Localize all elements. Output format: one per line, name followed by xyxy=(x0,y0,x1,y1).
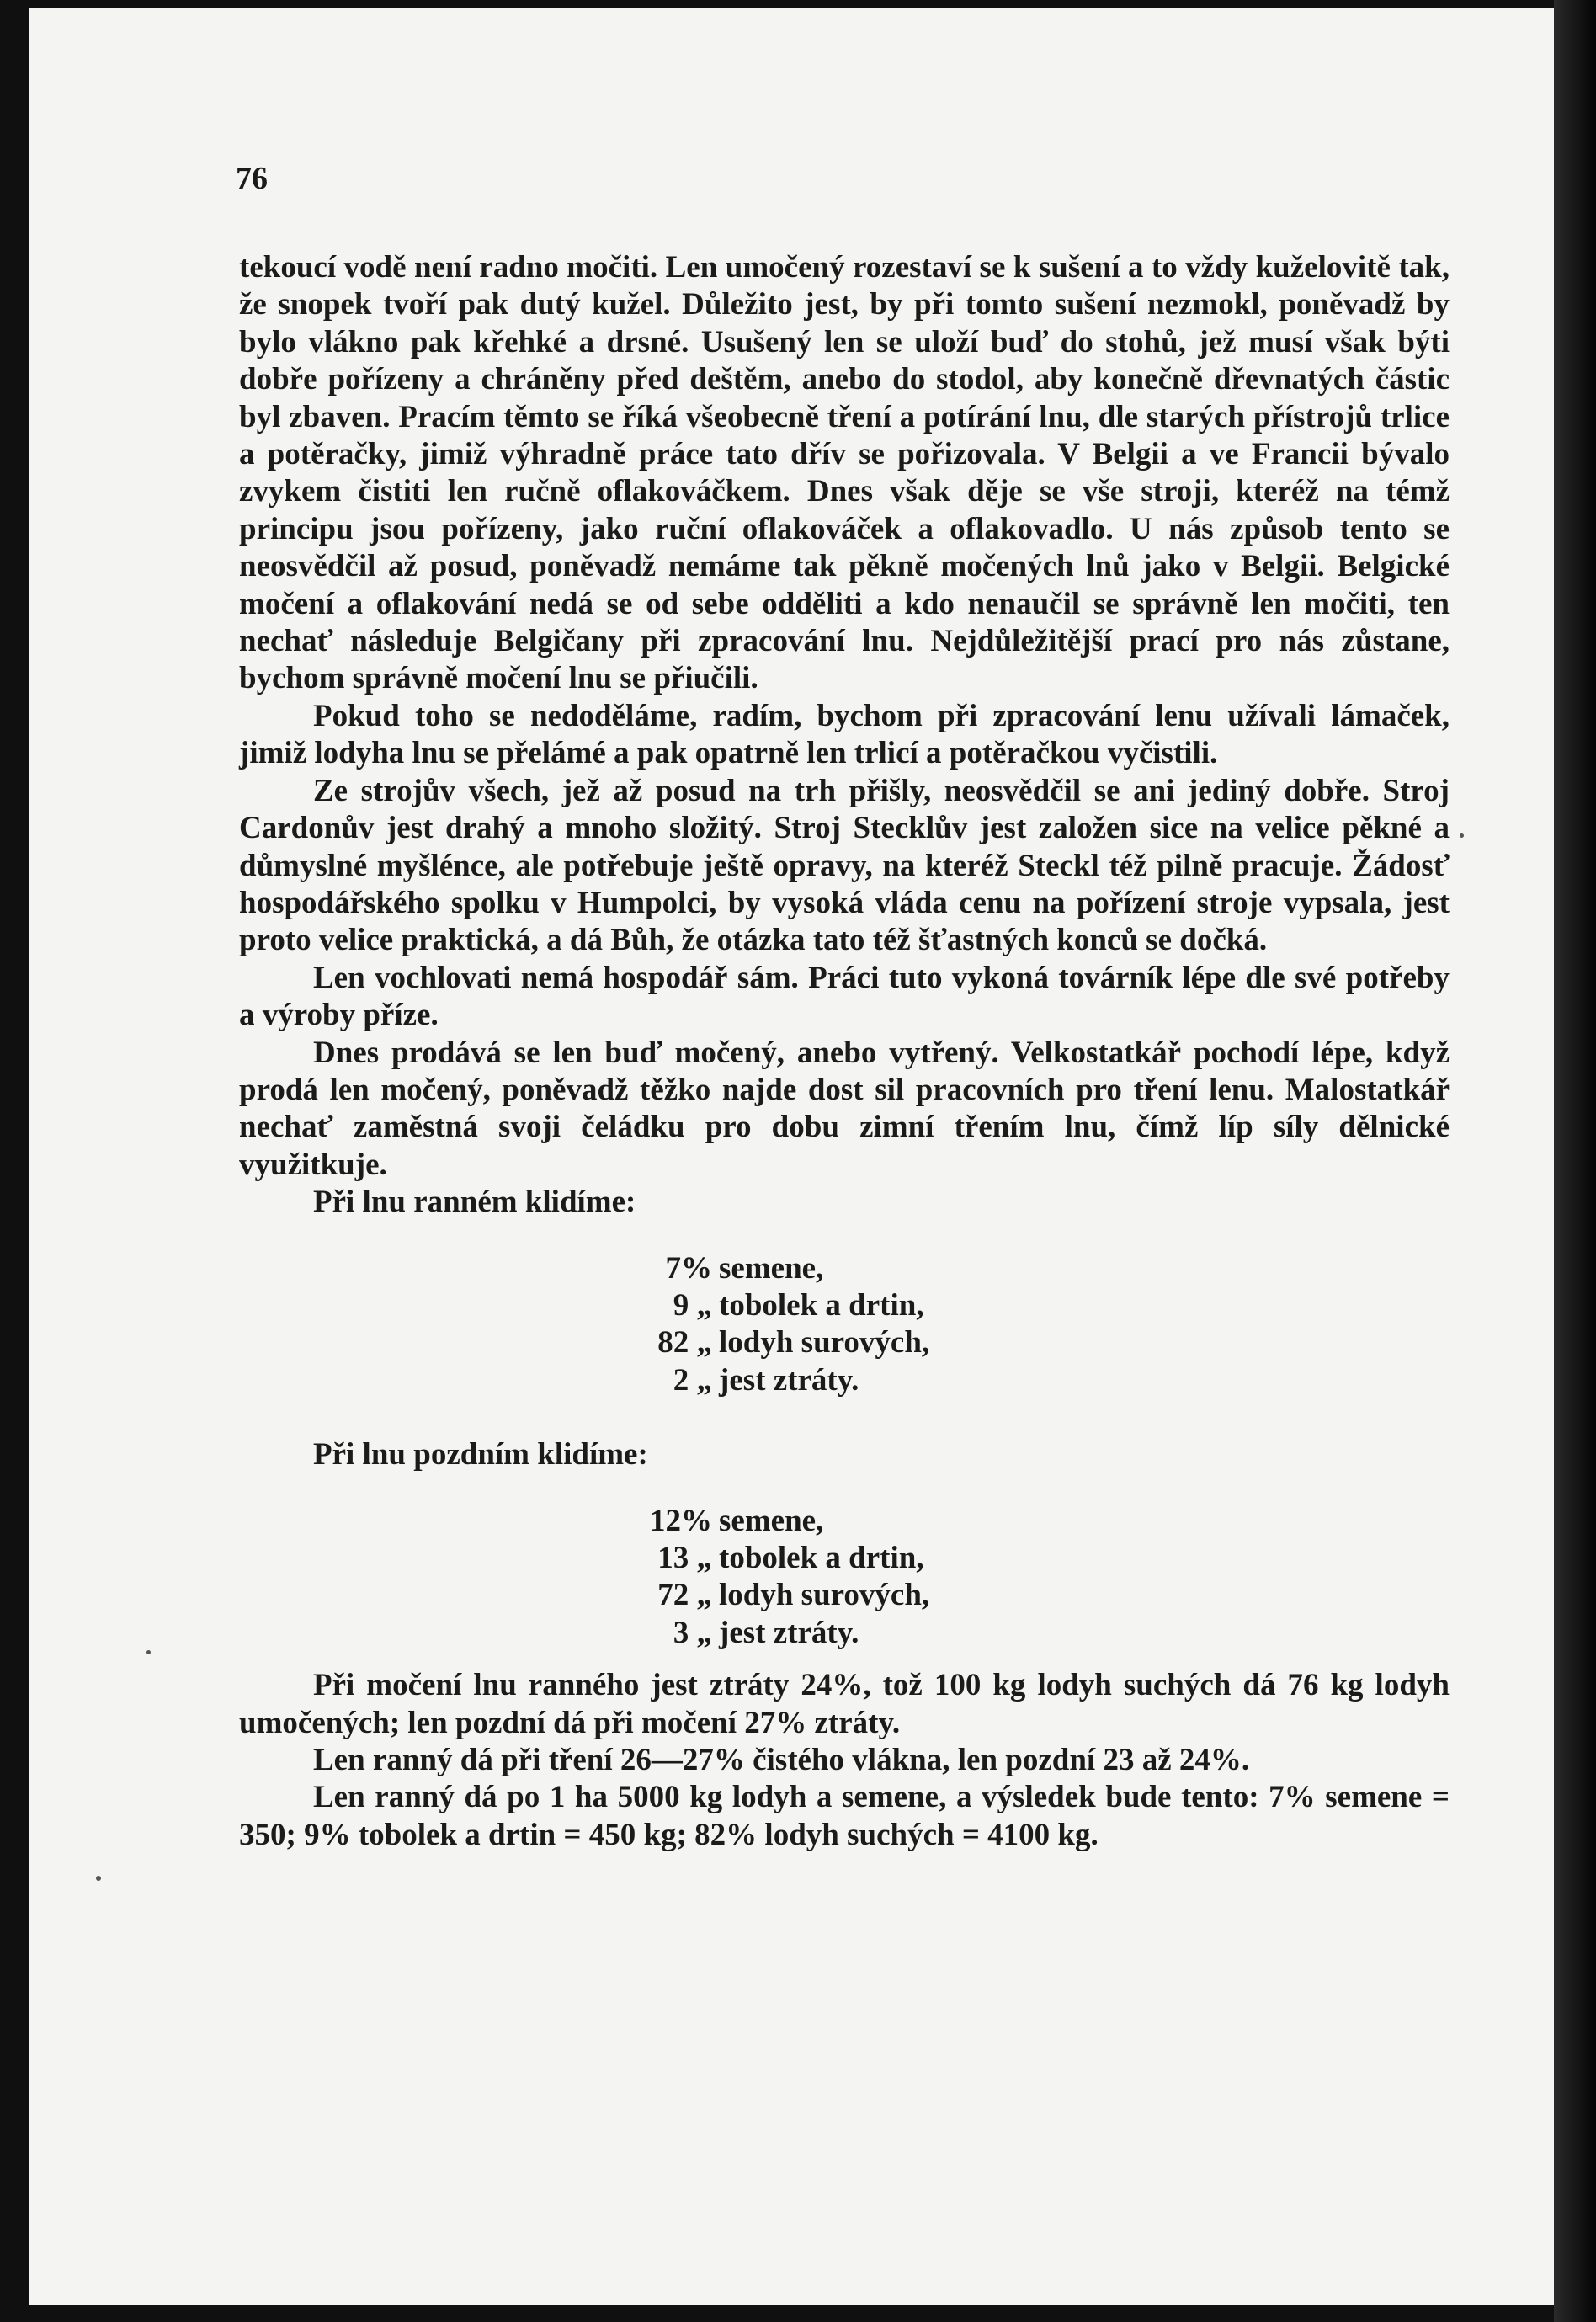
list-item-text: jest ztráty. xyxy=(719,1362,859,1398)
list-item xyxy=(239,1503,1450,1540)
list-item-text: lodyh surových, xyxy=(719,1325,930,1361)
paragraph-7: Len ranný dá při tření 26—27% čistého vlákna, len pozdní 23 až 24%. xyxy=(313,1742,1250,1777)
list-item-text: lodyh surových, xyxy=(719,1578,930,1613)
paragraph-6: Při močení lnu ranného jest ztráty 24%, tož 100 kg lodyh suchých dá 76 kg lodyh umočených; len pozdní dá při močení 27% ztráty. xyxy=(239,1668,1450,1740)
list-item-number: 12% xyxy=(650,1503,712,1538)
print-speck xyxy=(146,1650,151,1654)
list-item-text: tobolek a drtin, xyxy=(719,1287,924,1323)
late-flax-label: Při lnu pozdním klidíme: xyxy=(313,1437,648,1473)
list-item xyxy=(239,1362,1450,1399)
list-item-number: 82 „ xyxy=(657,1325,712,1361)
list-item-text: tobolek a drtin, xyxy=(719,1540,924,1575)
paragraph-4: Len vochlovati nemá hospodář sám. Práci tuto vykoná továrník lépe dle své potřeby a výroby příze. xyxy=(239,960,1450,1033)
list-item xyxy=(239,1615,1450,1652)
list-item-number: 3 „ xyxy=(673,1615,712,1650)
print-speck xyxy=(96,1876,101,1881)
list-item-number: 72 „ xyxy=(657,1578,712,1613)
list-item-text: jest ztráty. xyxy=(719,1615,859,1650)
paragraph-1: tekoucí vodě není radno močiti. Len umočený rozestaví se k sušení a to vždy kuželovitě tak, že snopek tvoří pak dutý kužel. Důležito jest, by při tomto sušení nezmokl, poněvadž by bylo vlákno pak křehké a drsné. Usušený len se uloží buď do stohů, jež musí však býti dobře pořízeny a chráněny před deštěm, anebo do stodol, aby konečně dřevnatých částic byl zbaven. Pracím těmto se říká všeobecně tření a potírání lnu, dle starých přístrojů trlice a potěračky, jimiž výhradně práce tato dřív se pořizovala. V Belgii a ve Francii bývalo zvykem čistiti len ručně oflakováčkem. Dnes však děje se vše stroji, kteréž na témž principu jsou pořízeny, jako ruční oflakováček a oflakovadlo. U nás způsob tento se neosvědčil až posud, poněvadž nemáme tak pěkně močených lnů jako v Belgii. Belgické močení a oflakování nedá se od sebe odděliti a kdo nenaučil se správně len močiti, ten nechať následuje Belgičany při zpracování lnu. Nejdůležitější prací pro nás zůstane, bychom správně močení lnu se přiučili. xyxy=(239,250,1450,696)
list-item xyxy=(239,1577,1450,1614)
list-item-text: semene, xyxy=(719,1503,824,1538)
paragraph-8: Len ranný dá po 1 ha 5000 kg lodyh a semene, a výsledek bude tento: 7% semene = 350; 9% tobolek a drtin = 450 kg; 82% lodyh suchých = 4100 kg. xyxy=(239,1780,1450,1852)
list-item xyxy=(239,1287,1450,1324)
list-item xyxy=(239,1250,1450,1287)
page-edge-shadow xyxy=(1554,0,1596,2322)
list-item-number: 7% xyxy=(665,1250,712,1286)
body-text xyxy=(239,249,1450,1854)
paragraph-3: Ze strojův všech, jež až posud na trh přišly, neosvědčil se ani jediný dobře. Stroj Cardonův jest drahý a mnoho složitý. Stroj Stecklův jest založen sice na velice pěkné a důmyslné myšlénce, ale potřebuje ještě opravy, na kteréž Steckl též pilně pracuje. Žádosť hospodářského spolku v Humpolci, by vysoká vláda cenu na pořízení stroje vypsala, jest proto velice praktická, a dá Bůh, že otázka tato též šťastných konců se dočká. xyxy=(239,773,1450,958)
list-item-number: 2 „ xyxy=(673,1362,712,1398)
print-speck xyxy=(1460,833,1464,838)
early-flax-label: Při lnu ranném klidíme: xyxy=(313,1185,636,1220)
paragraph-5: Dnes prodává se len buď močený, anebo vytřený. Velkostatkář pochodí lépe, když prodá len močený, poněvadž těžko najde dost sil pracovních pro tření lenu. Malostatkář nechať zaměstná svoji čeládku pro dobu zimní třením lnu, čímž líp síly dělnické využitkuje. xyxy=(239,1035,1450,1182)
page-number: 76 xyxy=(236,161,268,196)
book-page xyxy=(29,8,1554,2305)
list-item xyxy=(239,1324,1450,1361)
late-flax-list xyxy=(239,1503,1450,1653)
list-item-number: 13 „ xyxy=(657,1540,712,1575)
early-flax-list xyxy=(239,1250,1450,1400)
paragraph-2: Pokud toho se nedoděláme, radím, bychom při zpracování lenu užívali lámaček, jimiž lodyha lnu se přelámé a pak opatrně len trlicí a potěračkou vyčistili. xyxy=(239,698,1450,771)
list-item xyxy=(239,1540,1450,1577)
list-item-number: 9 „ xyxy=(673,1287,712,1323)
list-item-text: semene, xyxy=(719,1250,824,1286)
